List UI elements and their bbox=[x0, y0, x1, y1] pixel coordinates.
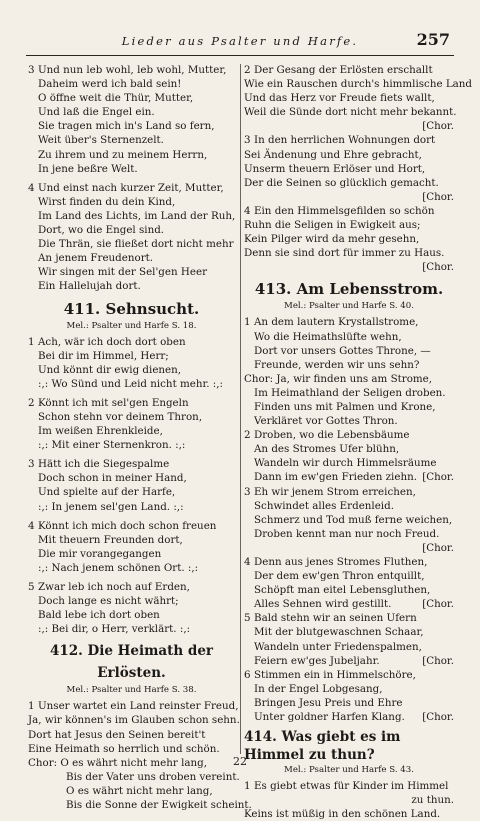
verse-line: Ruhn die Seligen in Ewigkeit aus; bbox=[244, 219, 421, 232]
verse-line: Sie tragen mich in's Land so fern, bbox=[38, 120, 215, 133]
verse-line: Dort hat Jesus den Seinen bereit't bbox=[28, 728, 206, 741]
verse-line: Kein Pilger wird da mehr gesehn, bbox=[244, 233, 420, 246]
verse-line: Und das Herz vor Freude fiets wallt, bbox=[244, 92, 435, 105]
chorus-reference: [Chor. bbox=[422, 190, 454, 203]
hymn-414-verse-1: 1 Es giebt etwas für Kinder im Himmel zu thun. Keins ist müßig in den schönen Land. bbox=[244, 780, 454, 821]
verse-line: Freunde, werden wir uns sehn? bbox=[254, 358, 420, 371]
chorus-line: Finden uns mit Palmen und Krone, bbox=[254, 400, 436, 413]
hymn-410-verse-3 bbox=[28, 63, 235, 176]
verse-line: O öffne weit die Thür, Mutter, bbox=[38, 92, 194, 105]
verse-line: An des Stromes Ufer blühn, bbox=[254, 443, 400, 456]
verse-line: Weit über's Sternenzelt. bbox=[38, 134, 164, 147]
verse-line: Der die Seinen so glücklich gemacht. bbox=[244, 176, 439, 189]
verse-line: Denn aus jenes Stromes Fluthen, bbox=[254, 556, 428, 568]
verse-line: zu thun. bbox=[411, 794, 454, 807]
verse-line: Bei dir im Himmel, Herr; bbox=[38, 349, 169, 362]
verse-line: Schon stehn vor deinem Thron, bbox=[38, 410, 203, 423]
verse-line: Keins ist müßig in den schönen Land. bbox=[244, 808, 441, 821]
chorus-reference: [Chor. bbox=[422, 541, 454, 554]
verse-line: Droben kennt man nur noch Freud. bbox=[254, 527, 440, 540]
verse-line: Wandeln wir durch Himmelsräume bbox=[254, 457, 437, 470]
chorus-label: Chor: bbox=[28, 756, 58, 769]
verse-line: Im Land des Lichts, im Land der Ruh, bbox=[38, 209, 236, 222]
verse-line: Zwar leb ich noch auf Erden, bbox=[38, 581, 190, 593]
verse-line: Sei Ändenung und Ehre gebracht, bbox=[244, 148, 422, 161]
verse-line: Schöpft man eitel Lebensgluthen, bbox=[254, 584, 431, 597]
chorus-line: Im Heimathland der Seligen droben. bbox=[254, 386, 446, 399]
verse-number: 4 bbox=[28, 181, 35, 194]
verse-line: In der Engel Lobgesang, bbox=[254, 682, 383, 695]
hymn-411-verse-2: 2 Könnt ich mit sel'gen Engeln Schon stehn vor deinem Thron, Im weißen Ehrenkleide, :,: Mit einer Sternenkron. :,: bbox=[28, 396, 235, 452]
verse-line: Unserm theuern Erlöser und Hort, bbox=[244, 162, 426, 175]
verse-line: Unser wartet ein Land reinster Freud, bbox=[38, 700, 239, 713]
verse-line: Eine Heimath so herrlich und schön. bbox=[28, 742, 220, 755]
melody-reference: Mel.: Psalter und Harfe S. 43. bbox=[284, 765, 414, 776]
hymn-title: 412. Die Heimath der Erlösten. bbox=[49, 643, 214, 682]
verse-line: Dort vor unsers Gottes Throne, — bbox=[254, 344, 431, 357]
chorus-line: Ja, wir finden uns am Strome, bbox=[276, 372, 433, 385]
verse-line: Und könnt dir ewig dienen, bbox=[38, 363, 182, 376]
page-number: 257 bbox=[416, 30, 450, 49]
verse-line: Daheim werd ich bald sein! bbox=[38, 78, 182, 91]
verse-line: Stimmen ein in Himmelschöre, bbox=[254, 668, 416, 681]
chorus-reference: [Chor. bbox=[422, 654, 454, 667]
verse-line: Weil die Sünde dort nicht mehr bekannt. bbox=[244, 106, 457, 119]
verse-line: Dann im ew'gen Frieden ziehn. bbox=[254, 471, 417, 484]
hymn-413-verse-5: 5 Bald stehn wir an seinen Ufern Mit der blutgewaschnen Schaar, Wandeln unter Friedenspalmen, Feiern ew'ges Jubeljahr. [Chor. bbox=[244, 612, 454, 667]
verse-line: Wirst finden du dein Kind, bbox=[38, 195, 176, 208]
verse-line: :,: Nach jenem schönen Ort. :,: bbox=[38, 561, 199, 574]
verse-line: Mit theuern Freunden dort, bbox=[38, 533, 183, 546]
chorus-line: Bis die Sonne der Ewigkeit scheint. bbox=[66, 799, 252, 812]
hymn-411-verse-4: 4 Könnt ich mich doch schon freuen Mit theuern Freunden dort, Die mir vorangegangen :,: Nach jenem schönen Ort. :,: bbox=[28, 519, 235, 575]
verse-line: Ach, wär ich doch dort oben bbox=[38, 335, 186, 348]
chorus-line: Verkläret vor Gottes Thron. bbox=[254, 415, 398, 428]
verse-line: Dort, wo die Engel sind. bbox=[38, 224, 165, 237]
chorus-reference: [Chor. bbox=[422, 598, 454, 611]
verse-line: Könnt ich mit sel'gen Engeln bbox=[38, 396, 189, 409]
verse-line: Hätt ich die Siegespalme bbox=[38, 458, 170, 471]
verse-line: :,: Mit einer Sternenkron. :,: bbox=[38, 439, 186, 452]
verse-line: Ja, wir können's im Glauben schon sehn. bbox=[28, 714, 240, 727]
verse-line: Mit der blutgewaschnen Schaar, bbox=[254, 626, 424, 639]
verse-line: Könnt ich mich doch schon freuen bbox=[38, 519, 217, 532]
chorus-line: O es währt nicht mehr lang, bbox=[60, 756, 208, 769]
verse-line: Wie ein Rauschen durch's himmlische Land bbox=[244, 78, 473, 91]
verse-line: Doch schon in meiner Hand, bbox=[38, 472, 187, 485]
right-column bbox=[244, 63, 473, 821]
verse-line: :,: Bei dir, o Herr, verklärt. :,: bbox=[38, 623, 191, 636]
hymn-411-verse-3: 3 Hätt ich die Siegespalme Doch schon in meiner Hand, Und spielte auf der Harfe, :,: In jenem sel'gen Land. :,: bbox=[28, 457, 235, 513]
hymn-title: 413. Am Lebensstrom. bbox=[254, 280, 444, 299]
verse-line: Ein den Himmelsgefilden so schön bbox=[254, 204, 435, 217]
verse-line: Feiern ew'ges Jubeljahr. bbox=[254, 654, 380, 667]
melody-reference: Mel.: Psalter und Harfe S. 40. bbox=[284, 301, 414, 312]
chorus-reference: [Chor. bbox=[422, 261, 454, 274]
hymn-412-verse-3: 3 In den herrlichen Wohnungen dort Sei Ändenung und Ehre gebracht, Unserm theuern Erlöser und Hort, Der die Seinen so glücklich gemacht. [Chor. bbox=[244, 134, 454, 203]
verse-line: Droben, wo die Lebensbäume bbox=[254, 429, 410, 442]
verse-line: Zu ihrem und zu meinem Herrn, bbox=[38, 148, 208, 161]
verse-line: Wandeln unter Friedenspalmen, bbox=[254, 640, 422, 653]
hymn-title: 414. Was giebt es im Himmel zu thun? bbox=[244, 729, 401, 764]
verse-line: Im weißen Ehrenkleide, bbox=[38, 425, 163, 438]
hymn-411-verse-1: 1 Ach, wär ich doch dort oben Bei dir im Himmel, Herr; Und könnt dir ewig dienen, :,: Wo Sünd und Leid nicht mehr. :,: bbox=[28, 335, 235, 391]
hymn-413-verse-4: 4 Denn aus jenes Stromes Fluthen, Der dem ew'gen Thron entquillt, Schöpft man eitel Lebensgluthen, Alles Sehnen wird gestillt. [Chor. bbox=[244, 556, 454, 611]
chorus-reference: [Chor. bbox=[422, 711, 454, 724]
hymn-413-verse-2: 2 Droben, wo die Lebensbäume An des Stromes Ufer blühn, Wandeln wir durch Himmelsräume Dann im ew'gen Frieden ziehn. [Chor. bbox=[244, 429, 454, 484]
verse-line: Die Thrän, sie fließet dort nicht mehr bbox=[38, 238, 234, 251]
verse-line: Und nun leb wohl, leb wohl, Mutter, bbox=[38, 64, 227, 76]
verse-line: Es giebt etwas für Kinder im Himmel bbox=[254, 780, 449, 793]
hymn-412-verse-4: 4 Ein den Himmelsgefilden so schön Ruhn die Seligen in Ewigkeit aus; Kein Pilger wird da mehr gesehn, Denn sie sind dort für immer zu Haus. [Chor. bbox=[244, 204, 454, 274]
verse-line: Bald stehn wir an seinen Ufern bbox=[254, 612, 417, 625]
hymn-title: 411. Sehnsucht. bbox=[63, 299, 200, 318]
running-header bbox=[0, 30, 480, 52]
verse-line: Wo die Heimathslüfte wehn, bbox=[254, 330, 402, 343]
verse-line: Der dem ew'gen Thron entquillt, bbox=[254, 570, 425, 583]
hymn-413-verse-1: 1 An dem lautern Krystallstrome, Wo die Heimathslüfte wehn, Dort vor unsers Gottes Throne, — Freunde, werden wir uns sehn? Chor: Ja, wir finden uns am Strome, Im Heimathland der Seligen droben. Finden uns mit Palmen und Krone, Verkläret vor Gottes Thron. bbox=[244, 315, 454, 428]
hymn-410-verse-4 bbox=[28, 181, 235, 294]
chorus-reference: [Chor. bbox=[422, 471, 454, 484]
verse-line: Bringen Jesu Preis und Ehre bbox=[254, 696, 403, 709]
chorus-label: Chor: bbox=[244, 372, 274, 385]
verse-line: Eh wir jenem Strom erreichen, bbox=[254, 485, 416, 498]
verse-line: Schmerz und Tod muß ferne weichen, bbox=[254, 513, 453, 526]
verse-line: Und spielte auf der Harfe, bbox=[38, 486, 176, 499]
verse-line: :,: Wo Sünd und Leid nicht mehr. :,: bbox=[38, 377, 224, 390]
signature-mark: 22 bbox=[233, 755, 247, 768]
header-rule bbox=[26, 55, 454, 56]
verse-line: Und einst nach kurzer Zeit, Mutter, bbox=[38, 181, 224, 194]
verse-line: Die mir vorangegangen bbox=[38, 547, 162, 560]
hymn-413-verse-3: 3 Eh wir jenem Strom erreichen, Schwindet alles Erdenleid. Schmerz und Tod muß ferne weichen, Droben kennt man nur noch Freud. [Chor. bbox=[244, 485, 454, 554]
verse-line: Unter goldner Harfen Klang. bbox=[254, 711, 405, 724]
verse-line: Und laß die Engel ein. bbox=[38, 106, 155, 119]
verse-line: Der Gesang der Erlösten erschallt bbox=[254, 64, 433, 76]
chorus-line: O es währt nicht mehr lang, bbox=[66, 784, 213, 797]
verse-line: :,: In jenem sel'gen Land. :,: bbox=[38, 500, 184, 513]
verse-line: An jenem Freudenort. bbox=[38, 252, 154, 265]
chorus-reference: [Chor. bbox=[422, 120, 454, 133]
verse-line: Alles Sehnen wird gestillt. bbox=[254, 598, 392, 611]
verse-line: Schwindet alles Erdenleid. bbox=[254, 499, 394, 512]
verse-line: Ein Hallelujah dort. bbox=[38, 280, 141, 293]
verse-line: Doch lange es nicht währt; bbox=[38, 595, 179, 608]
hymn-412-verse-2: 2 Der Gesang der Erlösten erschallt Wie ein Rauschen durch's himmlische Land Und das Herz vor Freude fiets wallt, Weil die Sünde dort nicht mehr bekannt. [Chor. bbox=[244, 64, 473, 133]
verse-line: Bald lebe ich dort oben bbox=[38, 609, 160, 622]
hymn-412-verse-1: 1 Unser wartet ein Land reinster Freud, Ja, wir können's im Glauben schon sehn. Dort hat Jesus den Seinen bereit't Eine Heimath so herrlich und schön. Chor: O es währt nicht mehr lang, Bis der Vater uns droben vereint. O es währt nicht mehr lang, Bis die Sonne der Ewigkeit scheint. bbox=[28, 700, 252, 812]
verse-line: An dem lautern Krystallstrome, bbox=[254, 316, 419, 329]
running-title: Lieder aus Psalter und Harfe. bbox=[121, 34, 359, 48]
chorus-line: Bis der Vater uns droben vereint. bbox=[66, 770, 240, 783]
verse-line: Denn sie sind dort für immer zu Haus. bbox=[244, 247, 445, 260]
verse-line: In jene beßre Welt. bbox=[38, 162, 138, 175]
verse-line: In den herrlichen Wohnungen dort bbox=[254, 134, 436, 147]
melody-reference: Mel.: Psalter und Harfe S. 38. bbox=[66, 685, 197, 696]
melody-reference: Mel.: Psalter und Harfe S. 18. bbox=[66, 320, 197, 331]
verse-line: Wir singen mit der Sel'gen Heer bbox=[38, 266, 207, 279]
column-separator bbox=[240, 64, 241, 754]
hymn-413-verse-6: 6 Stimmen ein in Himmelschöre, In der Engel Lobgesang, Bringen Jesu Preis und Ehre Unter goldner Harfen Klang. [Chor. bbox=[244, 668, 454, 724]
hymn-411-verse-5: 5 Zwar leb ich noch auf Erden, Doch lange es nicht währt; Bald lebe ich dort oben :,: Bei dir, o Herr, verklärt. :,: bbox=[28, 580, 235, 636]
verse-number: 3 bbox=[28, 64, 35, 76]
